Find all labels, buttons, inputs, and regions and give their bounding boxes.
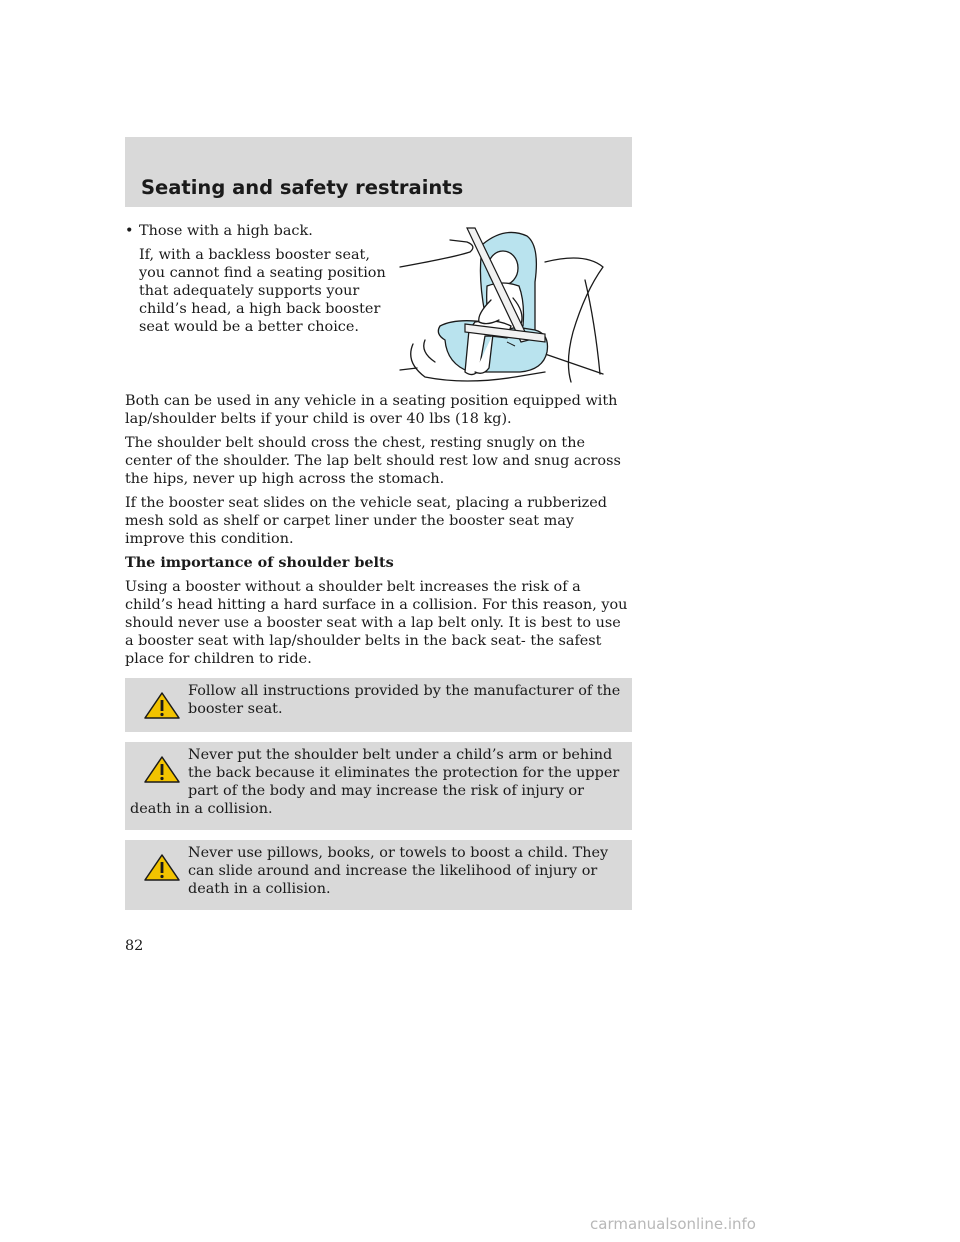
header-band — [125, 137, 632, 207]
warning-text: Follow all instructions provided by the manufacturer of the booster seat. — [188, 683, 621, 717]
warning-text: Never use pillows, books, or towels to boost a child. They can slide around and increase the likelihood of injury or death in a collision. — [188, 845, 609, 897]
warning-box — [125, 840, 632, 910]
warning-icon — [142, 852, 182, 882]
high-back-paragraph: If, with a backless booster seat, you cannot find a seating position that adequately supports your child’s head, a high back booster seat would be a better choice. — [139, 247, 386, 335]
paragraph-shoulder-belts: Using a booster without a shoulder belt increases the risk of a child’s head hitting a hard surface in a collision. For this reason, you should never use a booster seat with a lap belt only. It is best to use a booster seat with lap/shoulder belts in the back seat- the safest place for children to ride. — [125, 579, 628, 667]
warning-box — [125, 678, 632, 732]
section-title: Seating and safety restraints — [141, 176, 464, 199]
booster-seat-illustration — [395, 222, 635, 392]
warning-box — [125, 742, 632, 830]
bullet-item — [125, 222, 313, 240]
paragraph-belt-position: The shoulder belt should cross the chest, resting snugly on the center of the shoulder. The lap belt should rest low and snug across the hips, never up high across the stomach. — [125, 435, 621, 487]
warning-icon — [142, 754, 182, 784]
warning-text: Never put the shoulder belt under a child’s arm or behind the back because it eliminates the protection for the upper part of the body and may increase the risk of injury or death in a collision. — [130, 747, 620, 817]
subheading-shoulder-belts: The importance of shoulder belts — [125, 554, 394, 571]
bullet-dot: • — [125, 223, 134, 239]
paragraph-lap-shoulder: Both can be used in any vehicle in a seating position equipped with lap/shoulder belts if your child is over 40 lbs (18 kg). — [125, 393, 618, 427]
site-watermark: carmanualsonline.info — [590, 1215, 756, 1233]
bullet-text: Those with a high back. — [139, 223, 313, 239]
intro-section — [125, 222, 632, 392]
paragraph-seat-slides: If the booster seat slides on the vehicle seat, placing a rubberized mesh sold as shelf or carpet liner under the booster seat may improve this condition. — [125, 495, 607, 547]
page-content — [125, 222, 632, 920]
page-number: 82 — [125, 938, 144, 954]
warning-icon — [142, 690, 182, 720]
